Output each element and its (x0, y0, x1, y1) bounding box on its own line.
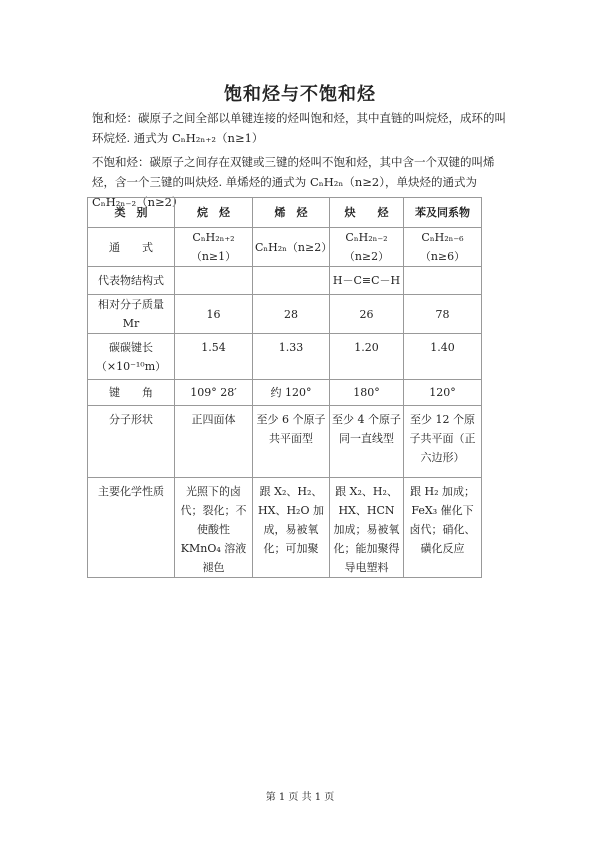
unsaturated-definition: 不饱和烃：碳原子之间存在双键或三键的烃叫不饱和烃，其中含一个双键的叫烯烃，含一个三键的叫炔烃. 单烯烃的通式为 CₙH₂ₙ（n≥2），单炔烃的通式为 CₙH₂ₙ₋₂（n≥2） (92, 155, 495, 209)
table-cell (175, 267, 253, 295)
table-cell (404, 267, 482, 295)
row-label: 代表物结构式 (88, 267, 175, 295)
table-cell: 至少 4 个原子同一直线型 (330, 406, 404, 478)
row-label: 相对分子质量 Mr (88, 295, 175, 334)
table-cell: CₙH₂ₙ₋₂（n≥2） (330, 228, 404, 267)
table-cell: 26 (330, 295, 404, 334)
table-cell: 1.54 (175, 334, 253, 380)
table-row (88, 380, 482, 406)
table-cell: 约 120° (253, 380, 330, 406)
row-label: 键 角 (88, 380, 175, 406)
table-row (88, 334, 482, 380)
row-label: 通 式 (88, 228, 175, 267)
table-cell: 1.40 (404, 334, 482, 380)
table-cell: 16 (175, 295, 253, 334)
table-row (88, 228, 482, 267)
table-cell: 跟 H₂ 加成；FeX₃ 催化下卤代；硝化、磺化反应 (404, 478, 482, 578)
comparison-table (87, 197, 482, 578)
table-cell: 光照下的卤代；裂化；不使酸性 KMnO₄ 溶液褪色 (175, 478, 253, 578)
table-row (88, 478, 482, 578)
page-footer: 第 1 页 共 1 页 (265, 792, 335, 803)
table-row (88, 267, 482, 295)
row-label: 碳碳键长（×10⁻¹⁰m） (88, 334, 175, 380)
row-label: 主要化学性质 (88, 478, 175, 578)
table-row (88, 295, 482, 334)
table-cell: 跟 X₂、H₂、HX、H₂O 加成，易被氧化；可加聚 (253, 478, 330, 578)
table-cell (253, 267, 330, 295)
table-cell: 跟 X₂、H₂、HX、HCN 加成；易被氧化；能加聚得导电塑料 (330, 478, 404, 578)
table-row (88, 406, 482, 478)
header-alkane: 烷 烃 (175, 198, 253, 228)
header-benzene: 苯及同系物 (404, 198, 482, 228)
table-cell: H－C≡C－H (330, 267, 404, 295)
table-cell: 至少 6 个原子共平面型 (253, 406, 330, 478)
table-cell: 1.33 (253, 334, 330, 380)
saturated-definition: 饱和烃：碳原子之间全部以单键连接的烃叫饱和烃，其中直链的叫烷烃，成环的叫环烷烃. 通式为 CₙH₂ₙ₊₂（n≥1） (92, 111, 506, 145)
table-cell: 180° (330, 380, 404, 406)
table-cell: CₙH₂ₙ（n≥2） (253, 228, 330, 267)
row-label: 分子形状 (88, 406, 175, 478)
page-title: 饱和烃与不饱和烃 (224, 84, 376, 105)
table-cell: 正四面体 (175, 406, 253, 478)
table-cell: 1.20 (330, 334, 404, 380)
table-cell: CₙH₂ₙ₊₂（n≥1） (175, 228, 253, 267)
table-header-row (88, 198, 482, 228)
header-alkene: 烯 烃 (253, 198, 330, 228)
header-category: 类 别 (88, 198, 175, 228)
table-cell: 78 (404, 295, 482, 334)
table-cell: 28 (253, 295, 330, 334)
table-cell: 109° 28′ (175, 380, 253, 406)
table-cell: 120° (404, 380, 482, 406)
header-alkyne: 炔 烃 (330, 198, 404, 228)
table-cell: CₙH₂ₙ₋₆（n≥6） (404, 228, 482, 267)
table-cell: 至少 12 个原子共平面（正六边形） (404, 406, 482, 478)
